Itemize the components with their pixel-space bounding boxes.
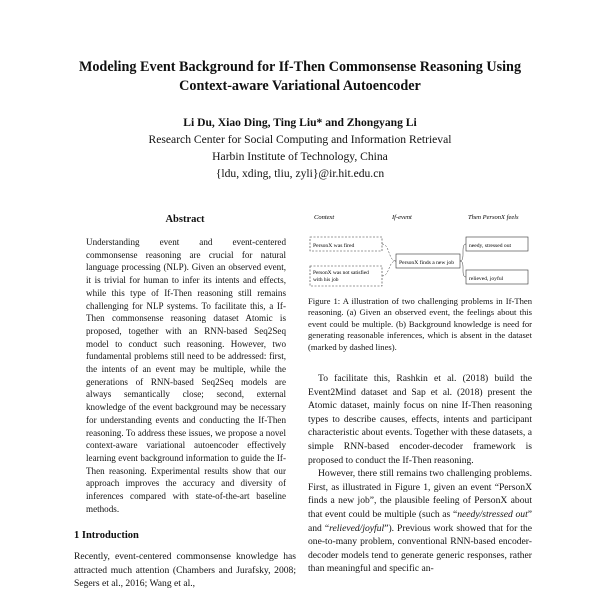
event-box-label: PersonX finds a new job <box>399 260 454 266</box>
connector-ctx2-event <box>382 261 396 276</box>
right-column-body <box>308 372 532 576</box>
context-box-1-label: PersonX was fired <box>313 243 355 249</box>
context-box-2-label: PersonX was not satisfied with his job <box>313 270 369 283</box>
author-email: {ldu, xding, tliu, zyli}@ir.hit.edu.cn <box>215 167 385 180</box>
paragraph-challenges <box>308 467 532 576</box>
author-names: Li Du, Xiao Ding, Ting Liu* and Zhongyang Li <box>183 116 417 129</box>
para2-emph-2: relieved/joyful <box>329 522 385 534</box>
figure-col-context: Context <box>314 214 335 221</box>
then-box-1-label: needy, stressed out <box>469 243 512 249</box>
then-box-2-label: relieved, joyful <box>469 276 504 282</box>
paper-title <box>40 58 560 96</box>
figure-col-ifevent: If-event <box>392 214 412 221</box>
connector-event-then1 <box>460 244 466 261</box>
para2-part-b: ” and “ <box>308 508 533 534</box>
figure-1 <box>308 210 532 294</box>
author-block <box>40 114 560 182</box>
abstract-text: Understanding event and event-centered commonsense reasoning are crucial for natural language processing (NLP). Given an observed event, it is trivial for human to infer its intents and effects, while this type of If-Then reasoning still remains challenging for NLP systems. To facilitate this, a If-Then commonsense reasoning dataset Atomic is proposed, together with an RNN-based Seq2Seq model to conduct such reasoning. However, two fundamental problems still need to be addressed: first, the intents of an event may be multiple, while the generations of RNN-based Seq2Seq models are always semantically close; second, external knowledge of the event background may be necessary for understanding events and conducting the If-Then reasoning. To address these issues, we propose a novel context-aware variational autoencoder effectively learning event background information to guide the If-Then reasoning. Experimental results show that our approach improves the accuracy and diversity of inferences compared with state-of-the-art baseline methods. <box>86 237 286 514</box>
connector-ctx1-event <box>382 244 396 261</box>
title-line-2: Context-aware Variational Autoencoder <box>179 78 421 94</box>
paragraph-rashkin: To facilitate this, Rashkin et al. (2018) build the Event2Mind dataset and Sap et al. (2018) present the Atomic dataset, mainly focus on nine If-Then reasoning types to describe causes, effects, intents and participant characteristic about events. Together with these datasets, a simple RNN-based encoder-decoder framework is proposed to conduct the If-Then reasoning. <box>308 373 532 466</box>
affiliation-line-2: Harbin Institute of Technology, China <box>212 150 388 163</box>
figure-1-diagram <box>308 210 532 294</box>
section-heading-introduction: 1 Introduction <box>74 530 139 541</box>
context-box-2 <box>310 266 382 286</box>
abstract-heading: Abstract <box>165 214 205 225</box>
title-line-1: Modeling Event Background for If-Then Commonsense Reasoning Using <box>78 59 522 75</box>
affiliation-line-1: Research Center for Social Computing and Information Retrieval <box>148 133 452 146</box>
para2-part-a: However, there still remains two challenging problems. First, as illustrated in Figure 1, given an event “PersonX finds a new job”, the plausible feeling of PersonX about that event could be multiple (such as “ <box>308 468 532 520</box>
figure-1-caption: Figure 1: A illustration of two challenging problems in If-Then reasoning. (a) Given an observed event, the feelings about this event could be multiple. (b) Background knowledge is need for generating reasonable inferences, which is absent in the dataset (marked by dashed lines). <box>308 296 532 352</box>
figure-col-then: Then PersonX feels <box>468 214 519 221</box>
abstract-body <box>86 236 286 515</box>
connector-event-then2 <box>460 261 466 277</box>
para2-emph-1: needy/stressed out <box>457 508 528 520</box>
introduction-text: Recently, event-centered commonsense knowledge has attracted much attention (Chambers and Jurafsky, 2008; Segers et al., 2016; Wang et al., <box>74 551 296 590</box>
para2-part-c: ”). Previous work showed that for the one-to-many problem, conventional RNN-based encoder-decoder models tend to generate generic responses, rather than meaningful and specific an- <box>308 522 532 575</box>
